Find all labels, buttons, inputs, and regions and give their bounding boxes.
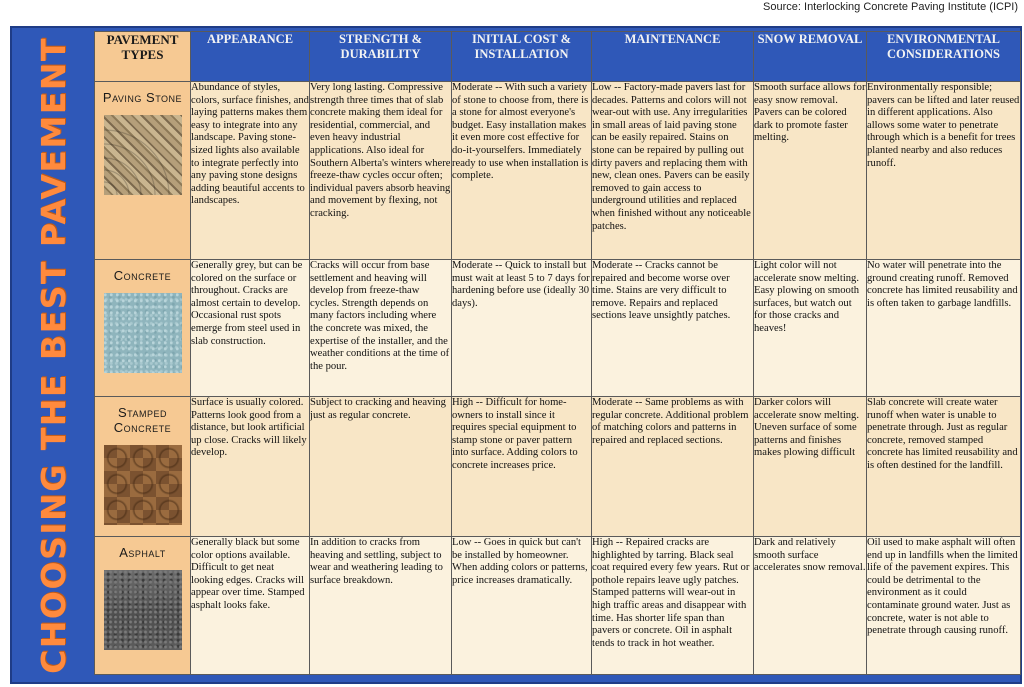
cell-environment: Environmentally responsible; pavers can be lifted and later reused in different applications. Also allows some water to penetrate through which is a benefit for trees planted nearby and also reduces runoff. xyxy=(867,82,1021,260)
comparison-table xyxy=(94,31,1021,675)
cell-strength: Very long lasting. Compressive strength three times that of slab concrete making them ideal for residential, commercial, and even heavy industrial applications. Also ideal for Southern Alberta's winters where freeze-thaw cycles occur often; individual pavers absorb heaving and movement by flexing, not cracking. xyxy=(310,82,452,260)
cell-snow: Smooth surface allows for easy snow removal. Pavers can be colored dark to promote faster melting. xyxy=(754,82,867,260)
header-maintenance: MAINTENANCE xyxy=(592,32,754,82)
cell-environment: Slab concrete will create water runoff when water is unable to penetrate through. Just as regular concrete, removed stamped concrete has limited reusability and is often destined for the landfill. xyxy=(867,397,1021,537)
sidebar-banner xyxy=(12,28,94,682)
cell-maintenance: Low -- Factory-made pavers last for decades. Patterns and colors will not wear-out with use. Any irregularities in small areas of laid paving stone can be easily repaired. Stains on stone can be repaired by pulling out dirty pavers and replacing them with new, clean ones. Pavers can be easily removed to gain access to underground utilities and replaced when finished without any noticeable patches. xyxy=(592,82,754,260)
concrete-swatch xyxy=(104,293,182,373)
row-concrete xyxy=(95,260,1021,397)
cell-cost: Moderate -- Quick to install but must wait at least 5 to 7 days for hardening before use (ideally 30 days). xyxy=(452,260,592,397)
cell-cost: Moderate -- With such a variety of stone to choose from, there is a stone for almost everyone's budget. Easy installation makes it even more cost effective for do-it-yourselfers. Immediately ready to use when installation is complete. xyxy=(452,82,592,260)
cell-appearance: Generally grey, but can be colored on the surface or throughout. Cracks are almost certain to develop. Occasional rust spots emerge from steel used in slab construction. xyxy=(191,260,310,397)
cell-appearance: Generally black but some color options available. Difficult to get neat looking edges. Cracks will appear over time. Stamped asphalt looks fake. xyxy=(191,537,310,675)
type-name: Paving Stone xyxy=(102,90,183,105)
type-cell-asphalt xyxy=(95,537,191,675)
cell-environment: Oil used to make asphalt will often end up in landfills when the limited life of the pavement expires. This could be detrimental to the environment as it could contaminate ground water. Just as concrete, water is not able to penetrate through causing runoff. xyxy=(867,537,1021,675)
header-row xyxy=(95,32,1021,82)
paving-stone-swatch xyxy=(104,115,182,195)
cell-cost: Low -- Goes in quick but can't be installed by homeowner. When adding colors or patterns, price increases dramatically. xyxy=(452,537,592,675)
type-cell-stamped-concrete xyxy=(95,397,191,537)
cell-strength: In addition to cracks from heaving and settling, subject to wear and weathering leading to surface breakdown. xyxy=(310,537,452,675)
cell-environment: No water will penetrate into the ground creating runoff. Removed concrete has limited reusability and is often taken to garbage landfills. xyxy=(867,260,1021,397)
type-cell-paving-stone xyxy=(95,82,191,260)
row-asphalt xyxy=(95,537,1021,675)
stamped-concrete-swatch xyxy=(104,445,182,525)
type-cell-concrete xyxy=(95,260,191,397)
type-name: Asphalt xyxy=(119,545,166,560)
cell-snow: Darker colors will accelerate snow melting. Uneven surface of some patterns and finishes makes plowing difficult xyxy=(754,397,867,537)
cell-cost: High -- Difficult for home-owners to install since it requires special equipment to stamp stone or paver pattern into surface. Adding colors to concrete increases price. xyxy=(452,397,592,537)
cell-appearance: Abundance of styles, colors, surface finishes, and laying patterns makes them easy to integrate into any landscape. Paving stone-sized lights also available to integrate perfectly into any paving stone designs adding beautiful accents to landscapes. xyxy=(191,82,310,260)
header-strength: STRENGTH & DURABILITY xyxy=(310,32,452,82)
cell-snow: Dark and relatively smooth surface accelerates snow removal. xyxy=(754,537,867,675)
cell-appearance: Surface is usually colored. Patterns look good from a distance, but look artificial up close. Cracks will likely develop. xyxy=(191,397,310,537)
type-name: Stamped Concrete xyxy=(113,405,172,435)
cell-snow: Light color will not accelerate snow melting. Easy plowing on smooth surfaces, but watch out for those cracks and heaves! xyxy=(754,260,867,397)
row-paving-stone xyxy=(95,82,1021,260)
cell-strength: Cracks will occur from base settlement and heaving will develop from freeze-thaw cycles. Strength depends on many factors including where the concrete was mixed, the expertise of the installer, and the weather conditions at the time of the pour. xyxy=(310,260,452,397)
cell-strength: Subject to cracking and heaving just as regular concrete. xyxy=(310,397,452,537)
cell-maintenance: High -- Repaired cracks are highlighted by tarring. Black seal coat required every few years. Rut or pothole repairs leave ugly patches. Stamped patterns will wear-out in high traffic areas and disappear with time. Has shorter life span than pavers or concrete. Oil in asphalt tends to track in hot weather. xyxy=(592,537,754,675)
header-pavement-types: PAVEMENT TYPES xyxy=(95,32,191,82)
header-cost: INITIAL COST & INSTALLATION xyxy=(452,32,592,82)
header-snow-removal: SNOW REMOVAL xyxy=(754,32,867,82)
row-stamped-concrete xyxy=(95,397,1021,537)
source-credit: Source: Interlocking Concrete Paving Institute (ICPI) xyxy=(763,1,1018,13)
header-appearance: APPEARANCE xyxy=(191,32,310,82)
asphalt-swatch xyxy=(104,570,182,650)
pavement-chart-frame xyxy=(10,26,1022,684)
header-environment: ENVIRONMENTAL CONSIDERATIONS xyxy=(867,32,1021,82)
sidebar-title: CHOOSING THE BEST PAVEMENT xyxy=(33,36,73,674)
cell-maintenance: Moderate -- Cracks cannot be repaired and become worse over time. Stains are very difficult to remove. Repairs and replaced sections leave unsightly patches. xyxy=(592,260,754,397)
cell-maintenance: Moderate -- Same problems as with regular concrete. Additional problem of matching colors and patterns in repaired and replaced sections. xyxy=(592,397,754,537)
type-name: Concrete xyxy=(113,268,172,283)
